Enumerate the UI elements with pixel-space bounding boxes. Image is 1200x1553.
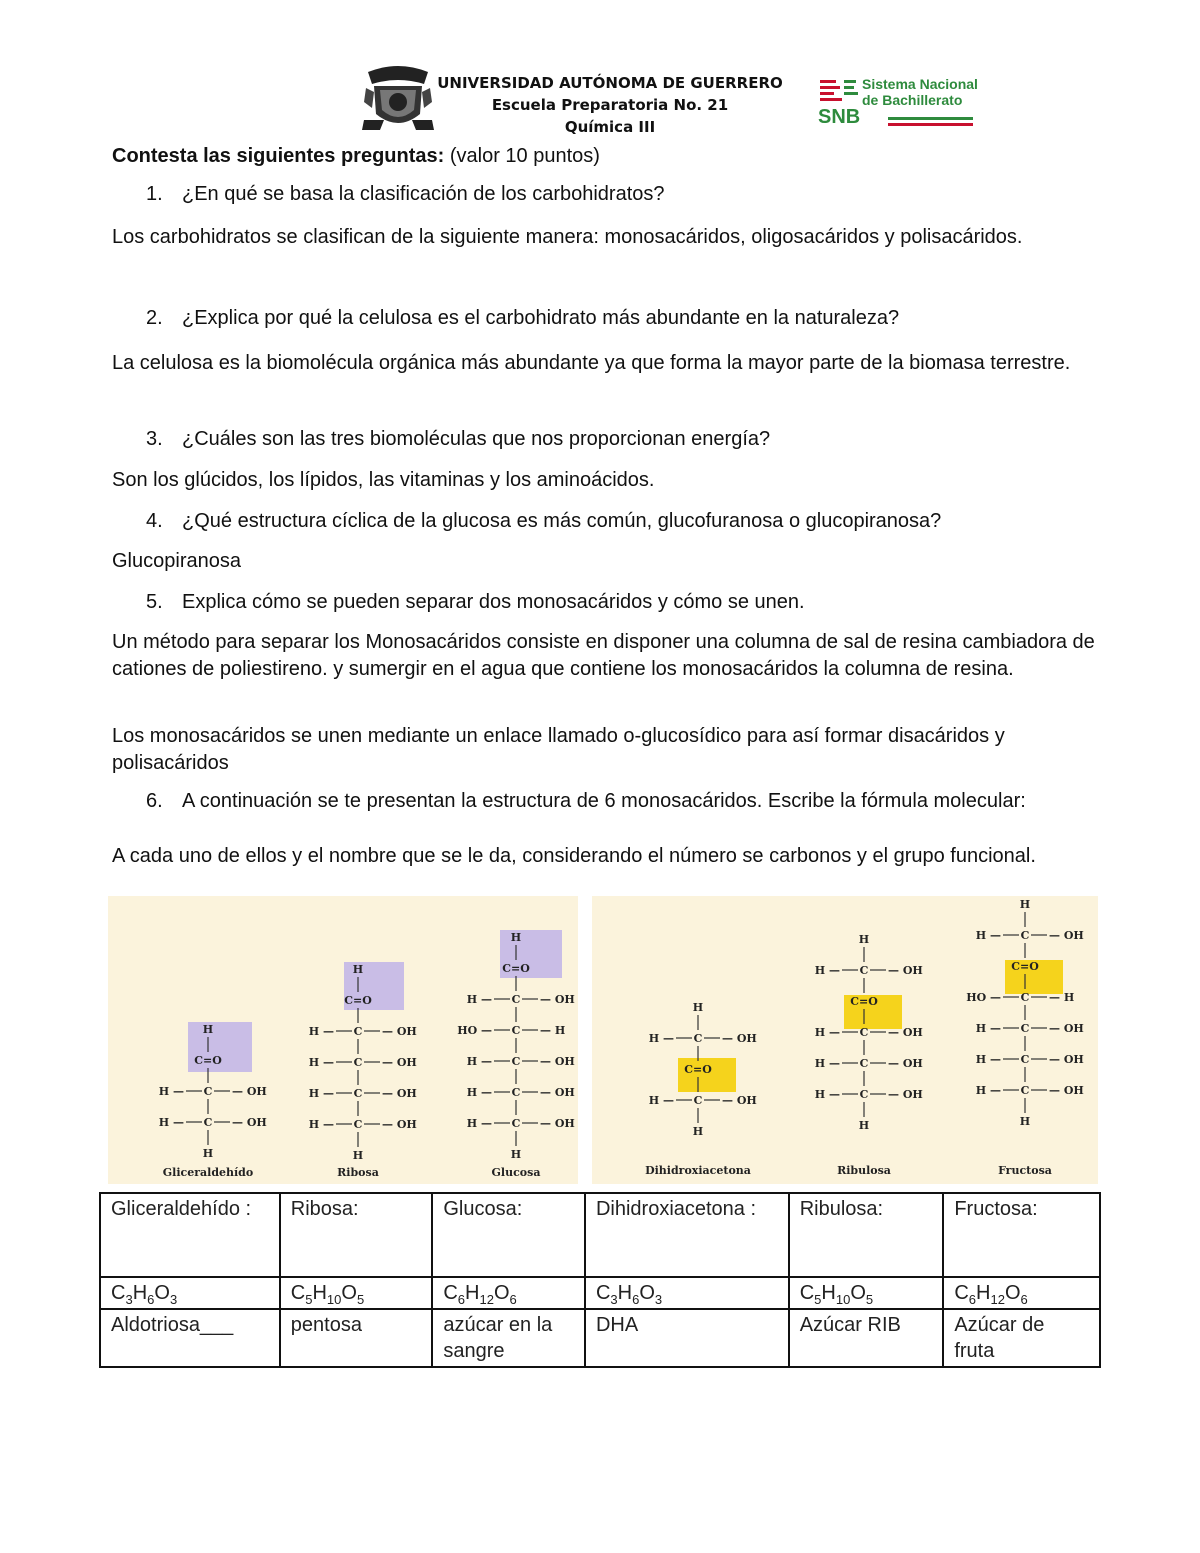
q1-number: 1.: [146, 183, 163, 205]
type-cell: pentosa: [280, 1309, 433, 1367]
label-gliceraldehido: Gliceraldehído: [162, 1166, 254, 1179]
svg-text:C: C: [693, 1032, 703, 1045]
formula-cell: $C_5H_{10}O_5$: [789, 1277, 944, 1309]
formula-cell: $C_3H_6O_3$: [100, 1277, 280, 1309]
q6-text: A continuación se te presentan la estructura de 6 monosacáridos. Escribe la fórmula molecular:: [182, 790, 1026, 812]
svg-text:C=O: C=O: [194, 1054, 222, 1067]
svg-text:C: C: [1020, 1022, 1030, 1035]
svg-text:— OH: — OH: [888, 1057, 923, 1070]
svg-text:— OH: — OH: [888, 1088, 923, 1101]
svg-text:C: C: [203, 1085, 213, 1098]
svg-text:H: H: [858, 1119, 870, 1132]
svg-text:C: C: [1020, 929, 1030, 942]
svg-text:C: C: [511, 1024, 521, 1037]
question-3: [146, 426, 771, 453]
snb-line1: Sistema Nacional: [862, 76, 978, 92]
subject-name: Química III: [564, 118, 656, 136]
svg-text:C: C: [353, 1087, 363, 1100]
svg-text:H: H: [352, 963, 364, 976]
type-cell: Azúcar de fruta: [943, 1309, 1100, 1367]
name-cell: Dihidroxiacetona :: [585, 1193, 789, 1277]
label-ribosa: Ribosa: [337, 1166, 379, 1179]
svg-text:H —: H —: [648, 1094, 674, 1107]
svg-text:— OH: — OH: [540, 1086, 575, 1099]
answer-5a: Un método para separar los Monosacáridos consiste en disponer una columna de sal de resina cambiadora de cationes de poliestireno. y sumergir en el agua que contiene los monosacáridos la columna de resina.: [112, 631, 1095, 680]
type-cell: Azúcar RIB: [789, 1309, 944, 1367]
svg-text:C=O: C=O: [1011, 960, 1039, 973]
snb-line2: de Bachillerato: [862, 92, 963, 108]
label-ribulosa: Ribulosa: [837, 1164, 891, 1177]
svg-text:C: C: [353, 1056, 363, 1069]
svg-text:H: H: [858, 933, 870, 946]
svg-text:C: C: [353, 1025, 363, 1038]
svg-text:— OH: — OH: [722, 1032, 757, 1045]
svg-text:H: H: [692, 1001, 704, 1014]
q5-text: Explica cómo se pueden separar dos monosacáridos y cómo se unen.: [182, 591, 805, 613]
svg-text:H —: H —: [648, 1032, 674, 1045]
svg-text:C: C: [1020, 991, 1030, 1004]
svg-text:H —: H —: [975, 1022, 1001, 1035]
svg-text:— OH: — OH: [382, 1056, 417, 1069]
name-cell: Glucosa:: [432, 1193, 585, 1277]
svg-text:H —: H —: [466, 993, 492, 1006]
svg-text:— OH: — OH: [382, 1118, 417, 1131]
svg-text:— OH: — OH: [540, 993, 575, 1006]
svg-text:H —: H —: [814, 1057, 840, 1070]
type-cell: Aldotriosa___: [100, 1309, 280, 1367]
svg-text:C=O: C=O: [502, 962, 530, 975]
monosaccharide-structures-figure: [108, 896, 1098, 1184]
svg-text:H —: H —: [158, 1116, 184, 1129]
svg-text:— OH: — OH: [888, 964, 923, 977]
svg-text:HO —: HO —: [966, 991, 1001, 1004]
svg-text:H: H: [1019, 1115, 1031, 1128]
svg-text:H —: H —: [814, 964, 840, 977]
svg-text:H —: H —: [975, 1053, 1001, 1066]
intro-line: [112, 143, 600, 170]
name-cell: Ribosa:: [280, 1193, 433, 1277]
table-row-types: [100, 1309, 1100, 1367]
svg-text:— OH: — OH: [1049, 1084, 1084, 1097]
svg-text:C: C: [511, 1117, 521, 1130]
question-1: [146, 181, 665, 208]
table-row-names: [100, 1193, 1100, 1277]
svg-text:— OH: — OH: [540, 1117, 575, 1130]
svg-text:— OH: — OH: [888, 1026, 923, 1039]
svg-text:H —: H —: [975, 1084, 1001, 1097]
svg-text:C: C: [859, 1088, 869, 1101]
formula-cell: $C_5H_{10}O_5$: [280, 1277, 433, 1309]
formula-cell: $C_6H_{12}O_6$: [943, 1277, 1100, 1309]
q4-text: ¿Qué estructura cíclica de la glucosa es más común, glucofuranosa o glucopiranosa?: [182, 510, 942, 532]
question-6: [146, 788, 163, 815]
svg-text:C: C: [859, 1026, 869, 1039]
snb-logo: [818, 74, 978, 130]
svg-text:H —: H —: [814, 1026, 840, 1039]
answer-2: La celulosa es la biomolécula orgánica más abundante ya que forma la mayor parte de la biomasa terrestre.: [112, 352, 1071, 374]
svg-text:C: C: [693, 1094, 703, 1107]
svg-text:H —: H —: [466, 1055, 492, 1068]
svg-text:C: C: [511, 1086, 521, 1099]
svg-text:H: H: [510, 1148, 522, 1161]
svg-text:— OH: — OH: [232, 1085, 267, 1098]
university-name: UNIVERSIDAD AUTÓNOMA DE GUERRERO: [437, 74, 783, 92]
type-cell: azúcar en la sangre: [432, 1309, 585, 1367]
svg-text:C: C: [1020, 1053, 1030, 1066]
svg-text:— OH: — OH: [1049, 1053, 1084, 1066]
svg-text:H —: H —: [814, 1088, 840, 1101]
svg-text:H: H: [202, 1023, 214, 1036]
answer-4: Glucopiranosa: [112, 550, 241, 572]
svg-text:H —: H —: [308, 1056, 334, 1069]
svg-text:— H: — H: [1049, 991, 1075, 1004]
svg-text:C: C: [859, 1057, 869, 1070]
formula-cell: $C_3H_6O_3$: [585, 1277, 789, 1309]
svg-text:— OH: — OH: [1049, 929, 1084, 942]
svg-text:— OH: — OH: [232, 1116, 267, 1129]
type-cell: DHA: [585, 1309, 789, 1367]
svg-text:C: C: [511, 1055, 521, 1068]
svg-text:H —: H —: [308, 1087, 334, 1100]
svg-text:— OH: — OH: [540, 1055, 575, 1068]
svg-text:— OH: — OH: [1049, 1022, 1084, 1035]
svg-text:H —: H —: [308, 1118, 334, 1131]
svg-text:— OH: — OH: [382, 1087, 417, 1100]
svg-text:H: H: [202, 1147, 214, 1160]
svg-text:C=O: C=O: [850, 995, 878, 1008]
svg-text:H: H: [352, 1149, 364, 1162]
svg-text:C=O: C=O: [344, 994, 372, 1007]
q4-number: 4.: [146, 510, 163, 532]
answer-3: Son los glúcidos, los lípidos, las vitaminas y los aminoácidos.: [112, 469, 655, 491]
svg-text:H: H: [510, 931, 522, 944]
question-2: [146, 305, 900, 332]
school-name: Escuela Preparatoria No. 21: [491, 96, 729, 114]
formula-cell: $C_6H_{12}O_6$: [432, 1277, 585, 1309]
snb-acronym: SNB: [818, 106, 861, 128]
svg-text:C: C: [203, 1116, 213, 1129]
svg-text:C: C: [511, 993, 521, 1006]
svg-text:H —: H —: [308, 1025, 334, 1038]
svg-text:C: C: [1020, 1084, 1030, 1097]
svg-text:— OH: — OH: [382, 1025, 417, 1038]
q5-number: 5.: [146, 591, 163, 613]
svg-text:HO —: HO —: [457, 1024, 492, 1037]
q3-text: ¿Cuáles son las tres biomoléculas que nos proporcionan energía?: [182, 428, 771, 450]
q2-number: 2.: [146, 307, 163, 329]
q6-continuation: A cada uno de ellos y el nombre que se le da, considerando el número se carbonos y el grupo funcional.: [112, 845, 1036, 867]
svg-text:H: H: [1019, 898, 1031, 911]
label-fructosa: Fructosa: [998, 1164, 1052, 1177]
svg-text:C: C: [859, 964, 869, 977]
svg-text:H: H: [692, 1125, 704, 1138]
label-glucosa: Glucosa: [491, 1166, 541, 1179]
label-dihidroxiacetona: Dihidroxiacetona: [645, 1164, 751, 1177]
svg-text:— H: — H: [540, 1024, 566, 1037]
intro-rest: (valor 10 puntos): [444, 145, 600, 167]
answer-5b: Los monosacáridos se unen mediante un enlace llamado o-glucosídico para así formar disacáridos y polisacáridos: [112, 725, 1005, 774]
svg-text:H —: H —: [975, 929, 1001, 942]
question-5: [146, 589, 805, 616]
q3-number: 3.: [146, 428, 163, 450]
intro-bold: Contesta las siguientes preguntas:: [112, 145, 445, 167]
question-4: [146, 508, 942, 535]
svg-text:H —: H —: [158, 1085, 184, 1098]
answers-table: [99, 1192, 1101, 1368]
answer-1: Los carbohidratos se clasifican de la siguiente manera: monosacáridos, oligosacáridos y polisacáridos.: [112, 226, 1023, 248]
svg-text:C: C: [353, 1118, 363, 1131]
table-row-formulas: [100, 1277, 1100, 1309]
name-cell: Fructosa:: [943, 1193, 1100, 1277]
q2-text: ¿Explica por qué la celulosa es el carbohidrato más abundante en la naturaleza?: [182, 307, 900, 329]
svg-text:C=O: C=O: [684, 1063, 712, 1076]
svg-text:H —: H —: [466, 1086, 492, 1099]
svg-text:— OH: — OH: [722, 1094, 757, 1107]
q1-text: ¿En qué se basa la clasificación de los carbohidratos?: [182, 183, 665, 205]
name-cell: Gliceraldehído :: [100, 1193, 280, 1277]
svg-text:H —: H —: [466, 1117, 492, 1130]
name-cell: Ribulosa:: [789, 1193, 944, 1277]
q6-number: 6.: [146, 790, 163, 812]
